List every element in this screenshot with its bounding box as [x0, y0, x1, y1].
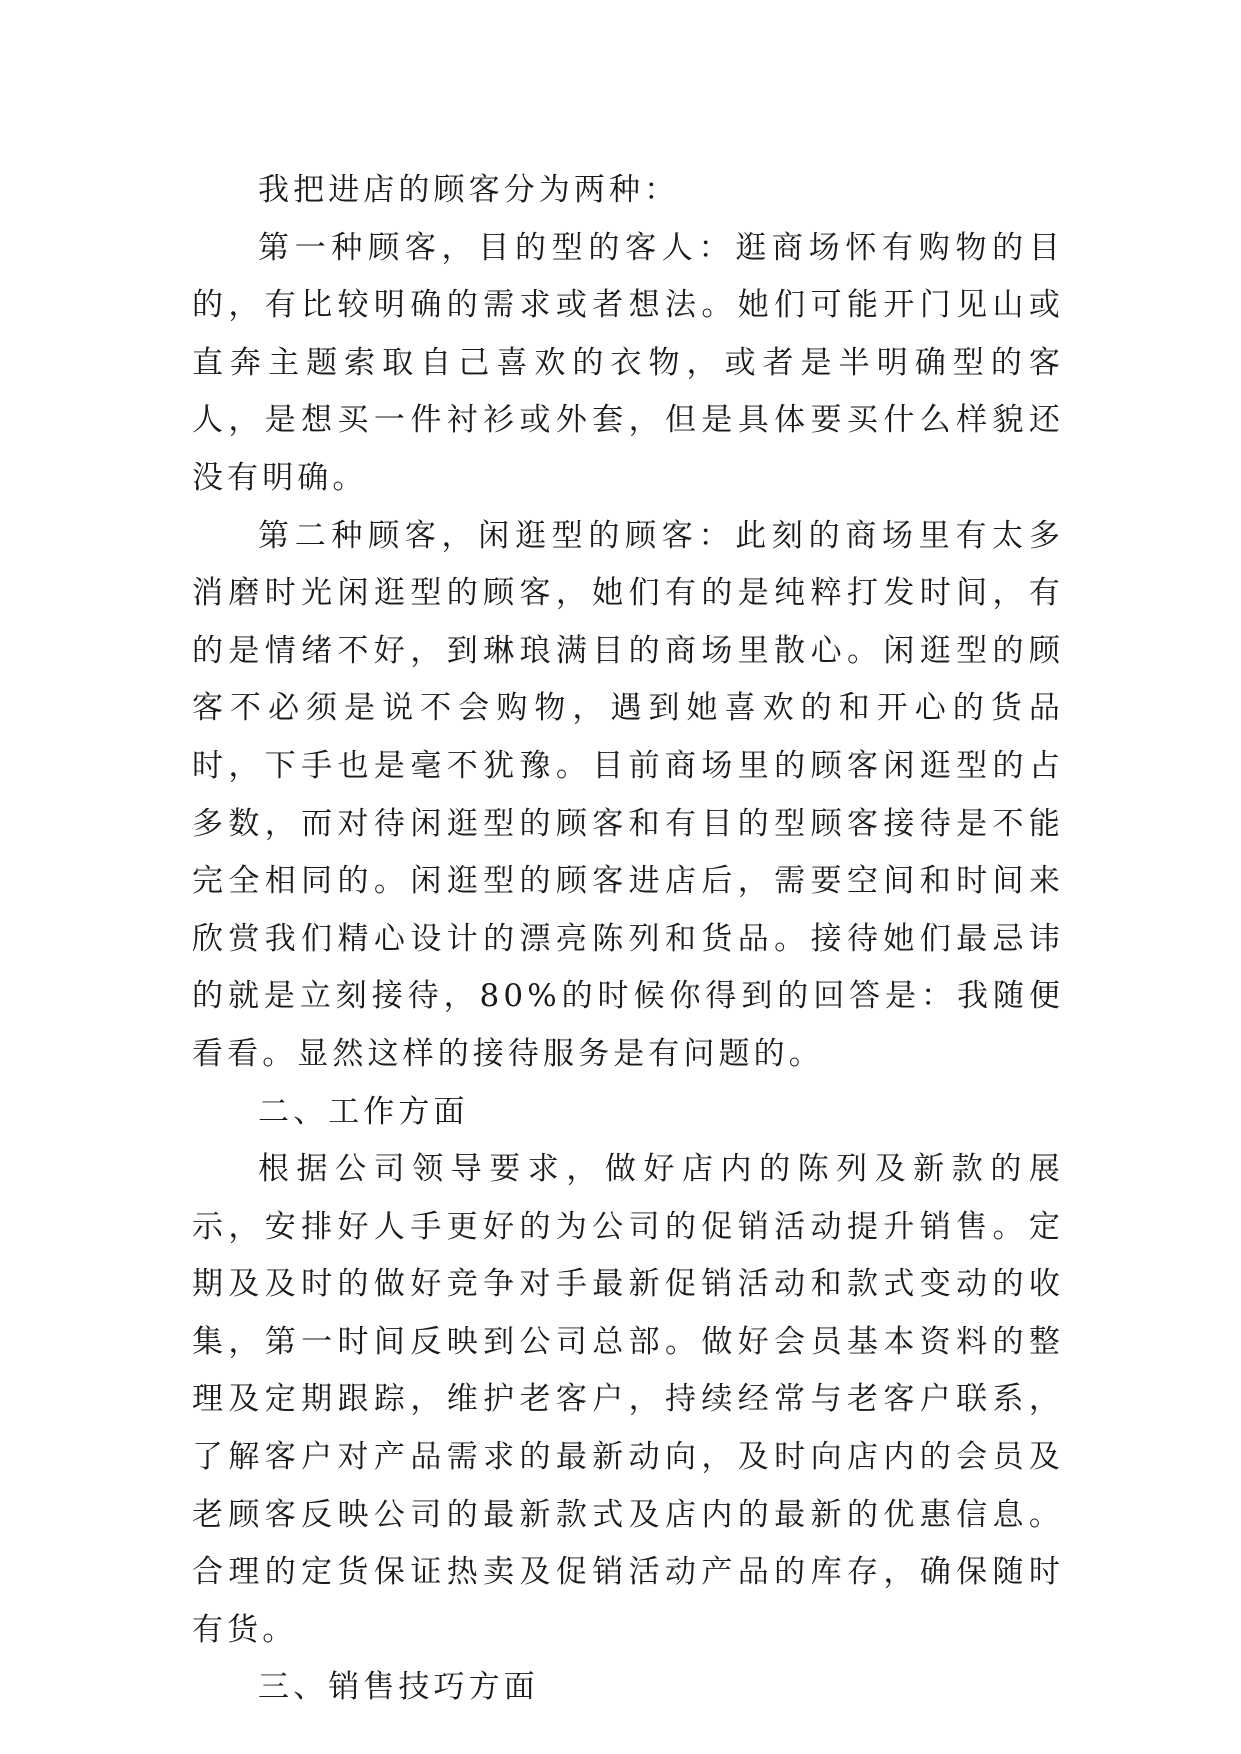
paragraph-browsing-customer: 第二种顾客，闲逛型的顾客：此刻的商场里有太多消磨时光闲逛型的顾客，她们有的是纯粹打发时间，有的是情绪不好，到琳琅满目的商场里散心。闲逛型的顾客不必须是说不会购物，遇到她喜欢的和开心的货品时，下手也是毫不犹豫。目前商场里的顾客闲逛型的占多数，而对待闲逛型的顾客和有目的型顾客接待是不能完全相同的。闲逛型的顾客进店后，需要空间和时间来欣赏我们精心设计的漂亮陈列和货品。接待她们最忌讳的就是立刻接待，80%的时候你得到的回答是：我随便看看。显然这样的接待服务是有问题的。: [192, 517, 1064, 1072]
section-heading-work: 二、工作方面: [258, 1093, 469, 1130]
paragraph-purpose-customer: 第一种顾客，目的型的客人：逛商场怀有购物的目的，有比较明确的需求或者想法。她们可能开门见山或直奔主题索取自己喜欢的衣物，或者是半明确型的客人，是想买一件衬衫或外套，但是具体要买什么样貌还没有明确。: [192, 229, 1064, 496]
paragraph-intro: 我把进店的顾客分为两种：: [258, 172, 680, 208]
document-body: [192, 162, 1064, 1717]
section-heading-sales-skills: 三、销售技巧方面: [258, 1669, 539, 1706]
paragraph-work: 根据公司领导要求，做好店内的陈列及新款的展示，安排好人手更好的为公司的促销活动提升销售。定期及及时的做好竞争对手最新促销活动和款式变动的收集，第一时间反映到公司总部。做好会员基本资料的整理及定期跟踪，维护老客户，持续经常与老客户联系，了解客户对产品需求的最新动向，及时向店内的会员及老顾客反映公司的最新款式及店内的最新的优惠信息。合理的定货保证热卖及促销活动产品的库存，确保随时有货。: [192, 1151, 1064, 1648]
